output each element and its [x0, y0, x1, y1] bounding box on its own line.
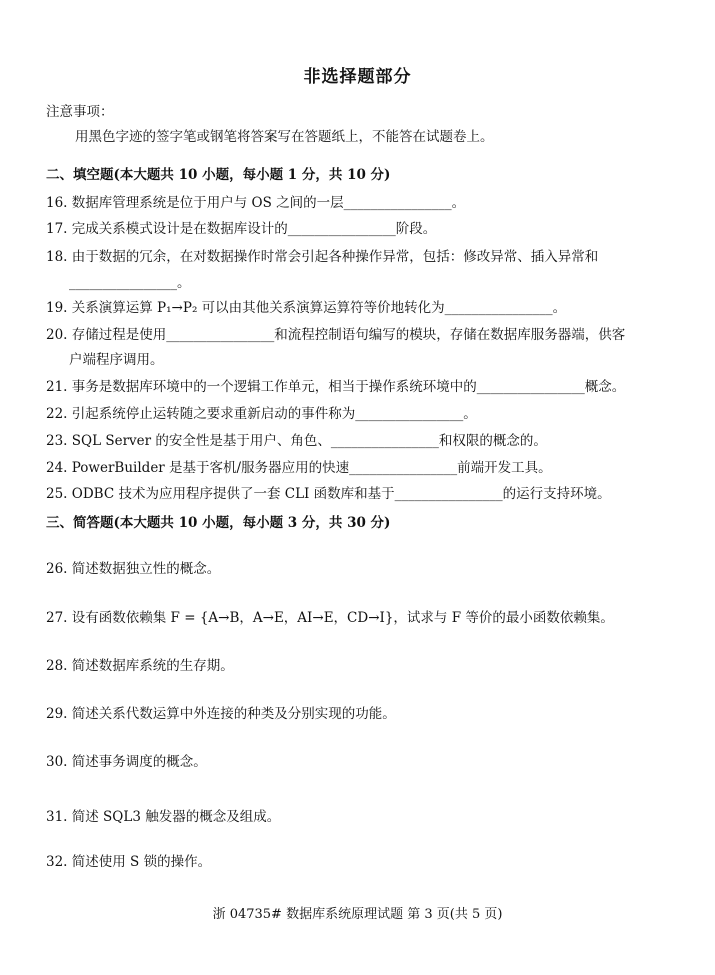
question-19: 19. 关系演算运算 P₁→P₂ 可以由其他关系演算运算符等价地转化为________________。 — [46, 300, 567, 316]
question-21: 21. 事务是数据库环境中的一个逻辑工作单元，相当于操作系统环境中的________________概念。 — [46, 379, 626, 395]
question-27: 27. 设有函数依赖集 F = {A→B，A→E，AI→E，CD→I}，试求与 F 等价的最小函数依赖集。 — [46, 610, 614, 626]
question-18-line2: ________________。 — [69, 275, 191, 291]
notice-heading: 注意事项： — [46, 104, 114, 120]
question-29: 29. 简述关系代数运算中外连接的种类及分别实现的功能。 — [46, 706, 396, 722]
section2-heading: 二、填空题(本大题共 10 小题，每小题 1 分，共 10 分) — [46, 167, 391, 183]
question-23: 23. SQL Server 的安全性是基于用户、角色、________________和权限的概念的。 — [46, 433, 547, 449]
question-28: 28. 简述数据库系统的生存期。 — [46, 658, 234, 674]
question-25: 25. ODBC 技术为应用程序提供了一套 CLI 函数库和基于________________的运行支持环境。 — [46, 486, 611, 502]
question-17: 17. 完成关系模式设计是在数据库设计的________________阶段。 — [46, 221, 437, 237]
section3-heading: 三、简答题(本大题共 10 小题，每小题 3 分，共 30 分) — [46, 515, 391, 531]
page-footer: 浙 04735# 数据库系统原理试题 第 3 页(共 5 页) — [212, 907, 503, 922]
question-22: 22. 引起系统停止运转随之要求重新启动的事件称为________________。 — [46, 406, 477, 422]
question-26: 26. 简述数据独立性的概念。 — [46, 561, 221, 577]
notice-body: 用黑色字迹的签字笔或钢笔将答案写在答题纸上，不能答在试题卷上。 — [75, 129, 494, 145]
question-30: 30. 简述事务调度的概念。 — [46, 754, 207, 770]
question-24: 24. PowerBuilder 是基于客机/服务器应用的快速________________前端开发工具。 — [46, 460, 552, 476]
question-16: 16. 数据库管理系统是位于用户与 OS 之间的一层________________。 — [46, 195, 466, 211]
question-31: 31. 简述 SQL3 触发器的概念及组成。 — [46, 809, 281, 825]
page-title: 非选择题部分 — [303, 67, 412, 87]
question-18-line1: 18. 由于数据的冗余，在对数据操作时常会引起各种操作异常，包括：修改异常、插入异常和 — [46, 249, 599, 265]
question-32: 32. 简述使用 S 锁的操作。 — [46, 854, 212, 870]
question-20-line1: 20. 存储过程是使用________________和流程控制语句编写的模块，存储在数据库服务器端，供客 — [46, 327, 626, 343]
question-20-line2: 户端程序调用。 — [69, 352, 164, 368]
